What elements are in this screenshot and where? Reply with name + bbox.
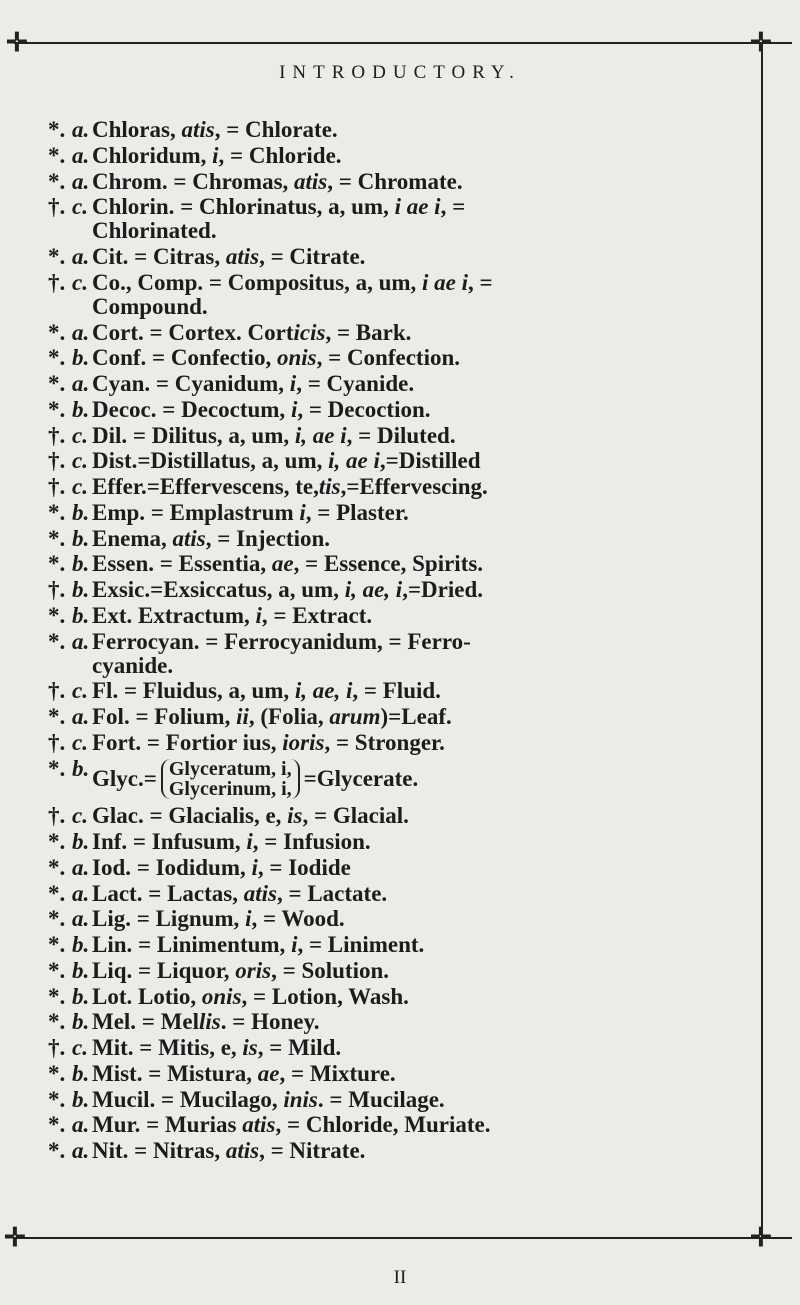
entry-mark: *. <box>48 499 66 525</box>
entry-mark: †. <box>48 448 66 474</box>
entry-mark: *. <box>48 906 66 932</box>
entry-class: a. <box>72 854 90 880</box>
entry-class: b. <box>72 345 90 371</box>
entry-mark: *. <box>48 551 66 577</box>
entry-class: b. <box>72 1086 90 1112</box>
list-item <box>48 195 753 243</box>
entry-mark: †. <box>48 194 66 220</box>
entry-class: a. <box>72 628 90 654</box>
entry-mark: †. <box>48 1035 66 1060</box>
list-item <box>48 630 753 678</box>
list-item <box>48 475 753 499</box>
entry-text: Fol. = Folium, ii, (Folia, arum)=Leaf. <box>92 704 452 729</box>
entry-mark: *. <box>48 829 66 854</box>
list-item <box>48 731 753 755</box>
entry-class: b. <box>72 957 90 983</box>
entry-text: Chloridum, i, = Chloride. <box>92 142 342 168</box>
entry-text: Inf. = Infusum, i, = Infusion. <box>92 829 371 854</box>
entry-mark: *. <box>48 704 66 729</box>
entry-mark: *. <box>48 880 66 906</box>
entry-text: Nit. = Nitras, atis, = Nitrate. <box>92 1138 366 1163</box>
corner-cross-bottom-left: ✛ <box>4 1223 26 1252</box>
entry-class: b. <box>72 499 90 525</box>
entry-text: Cort. = Cortex. Corticis, = Bark. <box>92 319 412 345</box>
entry-class: a. <box>72 906 90 932</box>
list-item <box>48 830 753 854</box>
entry-class: a. <box>72 117 90 142</box>
right-rule <box>761 42 763 1237</box>
list-item <box>48 398 753 422</box>
list-item <box>48 321 753 345</box>
list-item <box>48 1062 753 1086</box>
entry-mark: *. <box>48 244 66 269</box>
list-item <box>48 372 753 396</box>
entry-class: a. <box>72 880 90 906</box>
list-item <box>48 271 753 319</box>
entry-text: Essen. = Essentia, ae, = Essence, Spirits. <box>92 551 484 577</box>
list-item <box>48 449 753 473</box>
list-item <box>48 679 753 703</box>
abbreviation-list <box>48 118 753 1165</box>
entry-mark: †. <box>48 577 66 602</box>
entry-mark: *. <box>48 932 66 957</box>
entry-class: a. <box>72 142 90 168</box>
entry-mark: †. <box>48 474 66 499</box>
entry-text: Enema, atis, = Injection. <box>92 525 330 551</box>
entry-text: Co., Comp. = Compositus, a, um, i ae i, = Compound. <box>92 269 493 319</box>
entry-class: b. <box>72 602 90 628</box>
entry-text <box>92 757 753 803</box>
list-item <box>48 882 753 906</box>
entry-class: b. <box>72 1060 90 1086</box>
entry-class: c. <box>72 194 88 220</box>
entry-text: Dist.=Distillatus, a, um, i, ae i,=Distilled <box>92 448 481 474</box>
entry-mark: †. <box>48 678 66 704</box>
brace-abbreviation: Glyc.= <box>92 765 157 791</box>
entry-text: Fort. = Fortior ius, ioris, = Stronger. <box>92 729 445 755</box>
entry-mark: *. <box>48 345 66 371</box>
entry-class: a. <box>72 319 90 345</box>
entry-class: c. <box>72 1035 88 1060</box>
entry-mark: *. <box>48 628 66 654</box>
list-item <box>48 1088 753 1112</box>
entry-class: b. <box>72 1009 90 1035</box>
entry-text: Ferrocyan. = Ferrocyanidum, = Ferro- cyanide. <box>92 628 471 678</box>
entry-text: Lot. Lotio, onis, = Lotion, Wash. <box>92 983 409 1009</box>
list-item <box>48 804 753 828</box>
entry-class: c. <box>72 803 88 829</box>
list-item <box>48 1010 753 1034</box>
list-item <box>48 552 753 576</box>
entry-class: b. <box>72 551 90 577</box>
entry-text: Liq. = Liquor, oris, = Solution. <box>92 957 390 983</box>
entry-class: b. <box>72 525 90 551</box>
entry-class: c. <box>72 269 88 295</box>
brace-result: =Glycerate. <box>303 765 419 791</box>
entry-class: a. <box>72 371 90 396</box>
entry-text: Lig. = Lignum, i, = Wood. <box>92 906 345 932</box>
entry-class: b. <box>72 932 90 957</box>
entry-text: Cit. = Citras, atis, = Citrate. <box>92 244 366 269</box>
list-item <box>48 578 753 602</box>
entry-mark: *. <box>48 957 66 983</box>
bottom-rule <box>14 1237 792 1239</box>
entry-mark: *. <box>48 117 66 142</box>
brace-line-bottom: Glycerinum, i, <box>168 777 292 800</box>
entry-text: Chloras, atis, = Chlorate. <box>92 117 338 142</box>
list-item <box>48 1036 753 1060</box>
entry-class: b. <box>72 396 90 422</box>
entry-text: Ext. Extractum, i, = Extract. <box>92 602 373 628</box>
list-item <box>48 604 753 628</box>
entry-class: a. <box>72 244 90 269</box>
entry-class: a. <box>72 704 90 729</box>
entry-mark: *. <box>48 319 66 345</box>
entry-class: b. <box>72 755 90 781</box>
entry-text: Dil. = Dilitus, a, um, i, ae i, = Diluted. <box>92 422 456 448</box>
entry-mark: †. <box>48 422 66 448</box>
entry-mark: *. <box>48 1086 66 1112</box>
entry-mark: *. <box>48 1138 66 1163</box>
list-item <box>48 856 753 880</box>
entry-class: a. <box>72 1138 90 1163</box>
top-rule <box>14 42 792 44</box>
entry-mark: *. <box>48 755 66 781</box>
entry-class: c. <box>72 474 88 499</box>
entry-mark: *. <box>48 1112 66 1138</box>
corner-cross-top-left: ✛ <box>6 28 28 57</box>
page-header: INTRODUCTORY. <box>279 62 521 83</box>
entry-class: c. <box>72 448 88 474</box>
entry-mark: †. <box>48 803 66 829</box>
brace-line-top: Glyceratum, i, <box>168 757 292 780</box>
entry-class: a. <box>72 1112 90 1138</box>
entry-class: a. <box>72 168 90 194</box>
entry-text: Exsic.=Exsiccatus, a, um, i, ae, i,=Dried. <box>92 577 484 602</box>
entry-text: Mur. = Murias atis, = Chloride, Muriate. <box>92 1112 491 1138</box>
list-item <box>48 959 753 983</box>
corner-cross-bottom-right: ✛ <box>750 1223 772 1252</box>
corner-cross-top-right: ✛ <box>750 28 772 57</box>
entry-mark: *. <box>48 1009 66 1035</box>
entry-text: Mel. = Mellis. = Honey. <box>92 1009 320 1035</box>
entry-class: c. <box>72 422 88 448</box>
entry-text: Effer.=Effervescens, te,tis,=Effervescing. <box>92 474 488 499</box>
list-item <box>48 527 753 551</box>
list-item <box>48 170 753 194</box>
list-item <box>48 1113 753 1137</box>
entry-class: b. <box>72 577 90 602</box>
entry-text: Emp. = Emplastrum i, = Plaster. <box>92 499 409 525</box>
entry-mark: *. <box>48 983 66 1009</box>
entry-class: b. <box>72 829 90 854</box>
list-item <box>48 907 753 931</box>
list-item <box>48 501 753 525</box>
entry-text: Conf. = Confectio, onis, = Confection. <box>92 345 461 371</box>
entry-mark: *. <box>48 142 66 168</box>
list-item <box>48 1139 753 1163</box>
entry-mark: *. <box>48 371 66 396</box>
entry-text: Mucil. = Mucilago, inis. = Mucilage. <box>92 1086 445 1112</box>
entry-mark: †. <box>48 269 66 295</box>
list-item <box>48 118 753 142</box>
entry-text: Fl. = Fluidus, a, um, i, ae, i, = Fluid. <box>92 678 441 704</box>
entry-mark: *. <box>48 854 66 880</box>
entry-text: Decoc. = Decoctum, i, = Decoction. <box>92 396 431 422</box>
entry-mark: *. <box>48 602 66 628</box>
list-item <box>48 346 753 370</box>
entry-class: c. <box>72 678 88 704</box>
entry-text: Lact. = Lactas, atis, = Lactate. <box>92 880 388 906</box>
entry-mark: *. <box>48 525 66 551</box>
entry-text: Lin. = Linimentum, i, = Liniment. <box>92 932 425 957</box>
page-number: II <box>393 1267 407 1288</box>
entry-text: Chrom. = Chromas, atis, = Chromate. <box>92 168 463 194</box>
entry-text: Chlorin. = Chlorinatus, a, um, i ae i, = Chlorinated. <box>92 194 466 244</box>
entry-mark: *. <box>48 1060 66 1086</box>
entry-class: c. <box>72 729 88 755</box>
list-item <box>48 933 753 957</box>
entry-text: Iod. = Iodidum, i, = Iodide <box>92 854 351 880</box>
entry-text: Glac. = Glacialis, e, is, = Glacial. <box>92 803 409 829</box>
entry-class: b. <box>72 983 90 1009</box>
list-item <box>48 144 753 168</box>
list-item <box>48 705 753 729</box>
list-item <box>48 424 753 448</box>
list-item <box>48 985 753 1009</box>
brace-group <box>161 759 300 799</box>
entry-mark: †. <box>48 729 66 755</box>
entry-mark: *. <box>48 168 66 194</box>
entry-text: Mit. = Mitis, e, is, = Mild. <box>92 1035 342 1060</box>
entry-mark: *. <box>48 396 66 422</box>
entry-text: Cyan. = Cyanidum, i, = Cyanide. <box>92 371 415 396</box>
list-item <box>48 245 753 269</box>
entry-text: Mist. = Mistura, ae, = Mixture. <box>92 1060 396 1086</box>
list-item <box>48 757 753 803</box>
